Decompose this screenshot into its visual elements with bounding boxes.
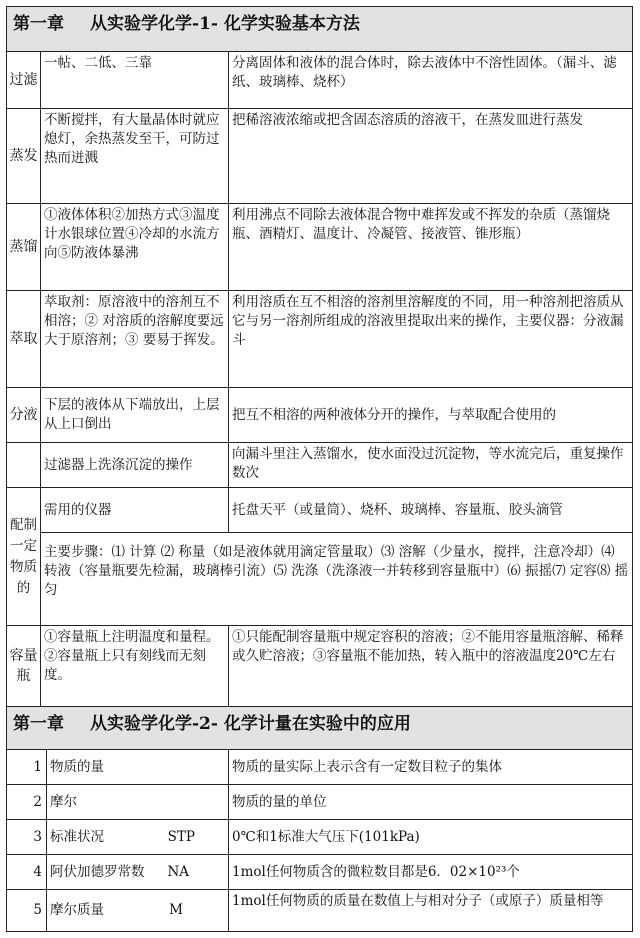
- term-symbol: NA: [167, 863, 189, 880]
- peizhi-instruments-label: 需用的仪器: [41, 488, 229, 533]
- table-row: [7, 488, 633, 533]
- row-key-points: ①容量瓶上注明温度和量程。②容量瓶上只有刻线而无刻度。: [41, 626, 229, 707]
- row-key-points: 下层的液体从下端放出，上层从上口倒出: [41, 388, 229, 443]
- notes-sheet: [6, 6, 632, 932]
- term-cell: [47, 820, 229, 855]
- peizhi-steps: 主要步骤：⑴ 计算 ⑵ 称量（如是液体就用滴定管量取）⑶ 溶解（少量水，搅拌，注意冷却）⑷ 转液（容量瓶要先检漏，玻璃棒引流）⑸ 洗涤（洗涤液一并转移到容量瓶中）⑹ 振摇⑺ 定容⑻ 摇匀: [41, 533, 633, 626]
- chemical-quantity-table: [6, 706, 633, 932]
- term-description: 物质的量实际上表示含有一定数目粒子的集体: [229, 750, 633, 785]
- section2-title-row: [7, 707, 633, 750]
- table-row: [7, 109, 633, 204]
- table-row: [7, 204, 633, 291]
- term-description: 0℃和1标准大气压下(101kPa): [229, 820, 633, 855]
- term-name: 阿伏加德罗常数: [50, 863, 145, 880]
- table-row: [7, 820, 633, 855]
- row-description: ①只能配制容量瓶中规定容积的溶液；②不能用容量瓶溶解、稀释或久贮溶液；③容量瓶不能加热，转入瓶中的溶液温度20℃左右: [229, 626, 633, 707]
- peizhi-instruments-value: 托盘天平（或量筒）、烧杯、玻璃棒、容量瓶、胶头滴管: [229, 488, 633, 533]
- term-cell: [47, 890, 229, 932]
- term-cell: [47, 785, 229, 820]
- row-key-points: 不断搅拌，有大量晶体时就应熄灯，余热蒸发至干，可防过热而迸溅: [41, 109, 229, 204]
- row-label: 分液: [7, 388, 41, 443]
- row-label: 蒸馏: [7, 204, 41, 291]
- term-description: 1mol任何物质含的微粒数目都是6．02×10²³个: [229, 855, 633, 890]
- row-description: 利用沸点不同除去液体混合物中难挥发或不挥发的杂质（蒸馏烧瓶、酒精灯、温度计、冷凝管、接液管、锥形瓶）: [229, 204, 633, 291]
- table-row: [7, 291, 633, 388]
- peizhi-label: 配制一定物质的: [7, 488, 41, 626]
- row-label: 萃取: [7, 291, 41, 388]
- section1-title: 从实验学化学-1- 化学实验基本方法: [90, 14, 360, 34]
- term-name: 物质的量: [50, 758, 104, 775]
- table-row: [7, 52, 633, 109]
- row-key-points: 过滤器上洗涤沉淀的操作: [41, 443, 229, 488]
- row-description: 向漏斗里注入蒸馏水，使水面没过沉淀物，等水流完后，重复操作数次: [229, 443, 633, 488]
- term-description: 1mol任何物质的质量在数值上与相对分子（或原子）质量相等: [229, 890, 633, 932]
- row-description: 把稀溶液浓缩或把含固态溶质的溶液干，在蒸发皿进行蒸发: [229, 109, 633, 204]
- table-row: [7, 785, 633, 820]
- section2-chapter: 第一章: [13, 714, 64, 734]
- row-number: 4: [7, 855, 47, 890]
- row-number: 2: [7, 785, 47, 820]
- row-label: 蒸发: [7, 109, 41, 204]
- section1-chapter: 第一章: [13, 14, 64, 34]
- row-number: 5: [7, 890, 47, 932]
- row-description: 利用溶质在互不相溶的溶剂里溶解度的不同，用一种溶剂把溶质从它与另一溶剂所组成的溶液里提取出来的操作，主要仪器：分液漏斗: [229, 291, 633, 388]
- table-row: [7, 855, 633, 890]
- table-row: [7, 388, 633, 443]
- row-label: [7, 443, 41, 488]
- table-row: [7, 750, 633, 785]
- row-number: 3: [7, 820, 47, 855]
- term-cell: [47, 750, 229, 785]
- term-cell: [47, 855, 229, 890]
- table-row: [7, 533, 633, 626]
- row-key-points: 一帖、二低、三靠: [41, 52, 229, 109]
- section1-title-row: [7, 7, 633, 52]
- row-label: 容量瓶: [7, 626, 41, 707]
- term-description: 物质的量的单位: [229, 785, 633, 820]
- row-number: 1: [7, 750, 47, 785]
- row-label: 过滤: [7, 52, 41, 109]
- row-description: 分离固体和液体的混合体时，除去液体中不溶性固体。（漏斗、滤纸、玻璃棒、烧杯）: [229, 52, 633, 109]
- table-row: [7, 626, 633, 707]
- term-symbol: M: [169, 902, 183, 918]
- term-name: 摩尔质量: [50, 902, 104, 918]
- term-name: 标准状况: [50, 828, 104, 845]
- term-name: 摩尔: [50, 793, 77, 810]
- experiment-methods-table: [6, 6, 633, 707]
- section2-title: 从实验学化学-2- 化学计量在实验中的应用: [90, 714, 411, 734]
- row-key-points: ①液体体积②加热方式③温度计水银球位置④冷却的水流方向⑤防液体暴沸: [41, 204, 229, 291]
- row-description: 把互不相溶的两种液体分开的操作，与萃取配合使用的: [229, 388, 633, 443]
- row-key-points: 萃取剂：原溶液中的溶剂互不相溶；② 对溶质的溶解度要远大于原溶剂；③ 要易于挥发。: [41, 291, 229, 388]
- term-symbol: STP: [167, 828, 195, 845]
- table-row: [7, 890, 633, 932]
- table-row: [7, 443, 633, 488]
